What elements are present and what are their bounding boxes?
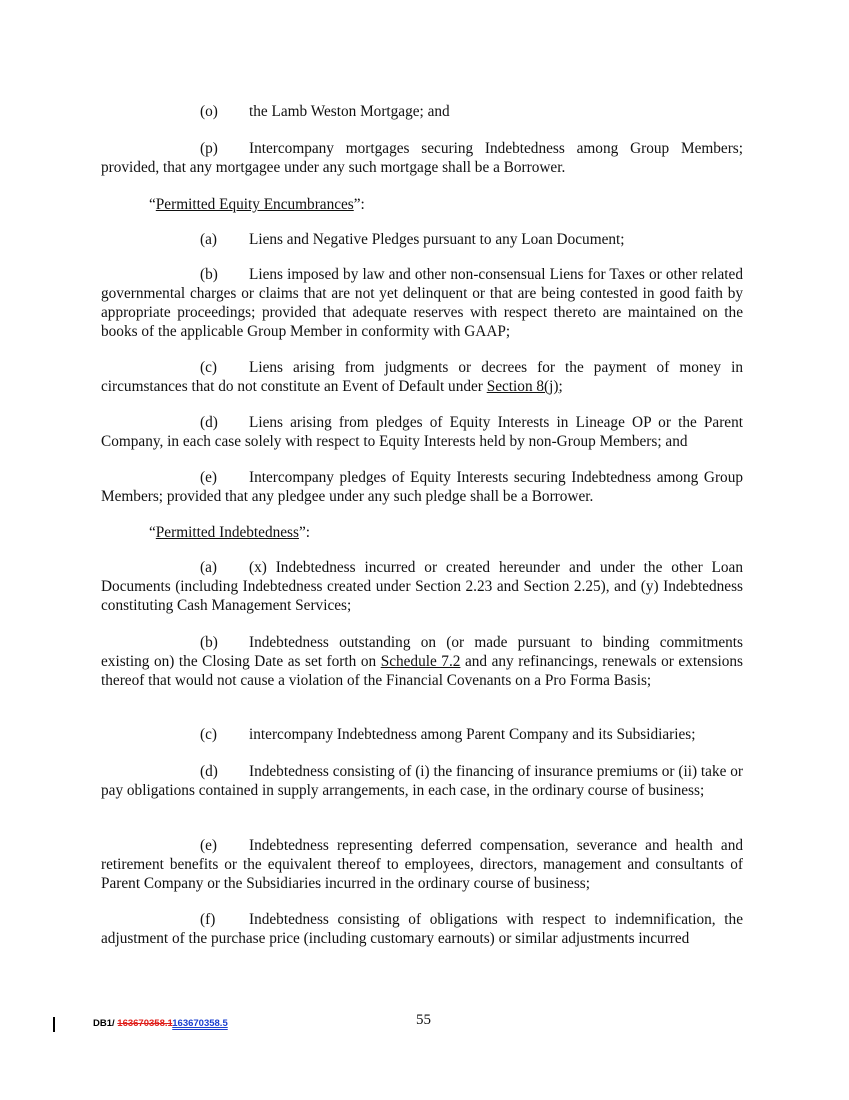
item-text: the Lamb Weston Mortgage; and xyxy=(249,103,450,120)
pee-item-c: (c) Liens arising from judgments or decrees for the payment of money in circumstances that do not constitute an Event of Default under Section 8(j); xyxy=(101,359,743,395)
item-label: (c) xyxy=(200,726,217,743)
item-text: Indebtedness consisting of obligations with respect to indemnification, the adjustment of the purchase price (including customary earnouts) or similar adjustments incurred xyxy=(101,911,743,947)
item-label: (o) xyxy=(200,103,218,120)
item-o xyxy=(200,102,743,121)
defined-term: Permitted Indebtedness xyxy=(155,524,299,541)
item-label: (a) xyxy=(200,231,217,248)
item-label: (b) xyxy=(200,266,218,283)
defined-term: Permitted Equity Encumbrances xyxy=(155,196,354,213)
item-label: (d) xyxy=(200,414,218,431)
pee-item-b xyxy=(101,265,743,341)
change-bar xyxy=(53,1017,55,1032)
item-text: Indebtedness consisting of (i) the financing of insurance premiums or (ii) take or pay obligations contained in supply arrangements, in each case, in the ordinary course of business; xyxy=(101,763,743,799)
pi-item-e xyxy=(101,836,743,893)
pi-item-f xyxy=(101,910,743,948)
definition-heading-permitted-indebtedness: “Permitted Indebtedness”: xyxy=(149,524,311,541)
item-label: (a) xyxy=(200,559,217,576)
pi-item-b: (b) Indebtedness outstanding on (or made pursuant to binding commitments existing on) the Closing Date as set forth on Schedule 7.2 and any refinancings, renewals or extensions thereof that would not cause a violation of the Financial Covenants on a Pro Forma Basis; xyxy=(101,634,743,689)
inserted-document-number: 163670358.5 xyxy=(172,1018,228,1029)
item-text: Liens and Negative Pledges pursuant to any Loan Document; xyxy=(249,231,625,248)
schedule-reference-link[interactable]: Schedule 7.2 xyxy=(380,653,461,670)
item-label: (p) xyxy=(200,140,218,157)
pi-item-c xyxy=(200,725,743,744)
document-id: DB1/ 163670358.1163670358.5 xyxy=(93,1018,228,1029)
pi-item-d xyxy=(101,762,743,800)
item-text: Intercompany mortgages securing Indebtedness among Group Members; provided, that any mortgagee under any such mortgage shall be a Borrower. xyxy=(101,140,743,176)
pee-item-e xyxy=(101,468,743,506)
item-text: Liens imposed by law and other non-consensual Liens for Taxes or other related governmental charges or claims that are not yet delinquent or that are being contested in good faith by appropriate proceedings; provided that adequate reserves with respect thereto are maintained on the books of the applicable Group Member in conformity with GAAP; xyxy=(101,266,743,340)
pee-item-d xyxy=(101,413,743,451)
page-number: 55 xyxy=(416,1012,431,1028)
item-text: (x) Indebtedness incurred or created hereunder and under the other Loan Documents (including Indebtedness created under Section 2.23 and Section 2.25), and (y) Indebtedness constituting Cash Management Services; xyxy=(101,559,743,614)
item-text: Intercompany pledges of Equity Interests securing Indebtedness among Group Members; provided that any pledgee under any such pledge shall be a Borrower. xyxy=(101,469,743,505)
item-label: (e) xyxy=(200,469,217,486)
item-label: (b) xyxy=(200,634,218,651)
pi-item-a xyxy=(101,558,743,615)
item-text: intercompany Indebtedness among Parent Company and its Subsidiaries; xyxy=(249,726,696,743)
item-p xyxy=(101,139,743,177)
section-reference-link[interactable]: Section 8(j) xyxy=(486,378,559,395)
item-text: Liens arising from pledges of Equity Interests in Lineage OP or the Parent Company, in each case solely with respect to Equity Interests held by non-Group Members; and xyxy=(101,414,743,450)
item-label: (c) xyxy=(200,359,217,376)
item-label: (e) xyxy=(200,837,217,854)
pee-item-a xyxy=(200,230,743,249)
definition-heading-permitted-equity-encumbrances: “Permitted Equity Encumbrances”: xyxy=(149,196,365,213)
item-text: Indebtedness representing deferred compensation, severance and health and retirement benefits or the equivalent thereof to employees, directors, management and consultants of Parent Company or the Subsidiaries incurred in the ordinary course of business; xyxy=(101,837,743,892)
item-label: (d) xyxy=(200,763,218,780)
item-label: (f) xyxy=(200,911,216,928)
deleted-document-number: 163670358.1 xyxy=(117,1018,173,1029)
